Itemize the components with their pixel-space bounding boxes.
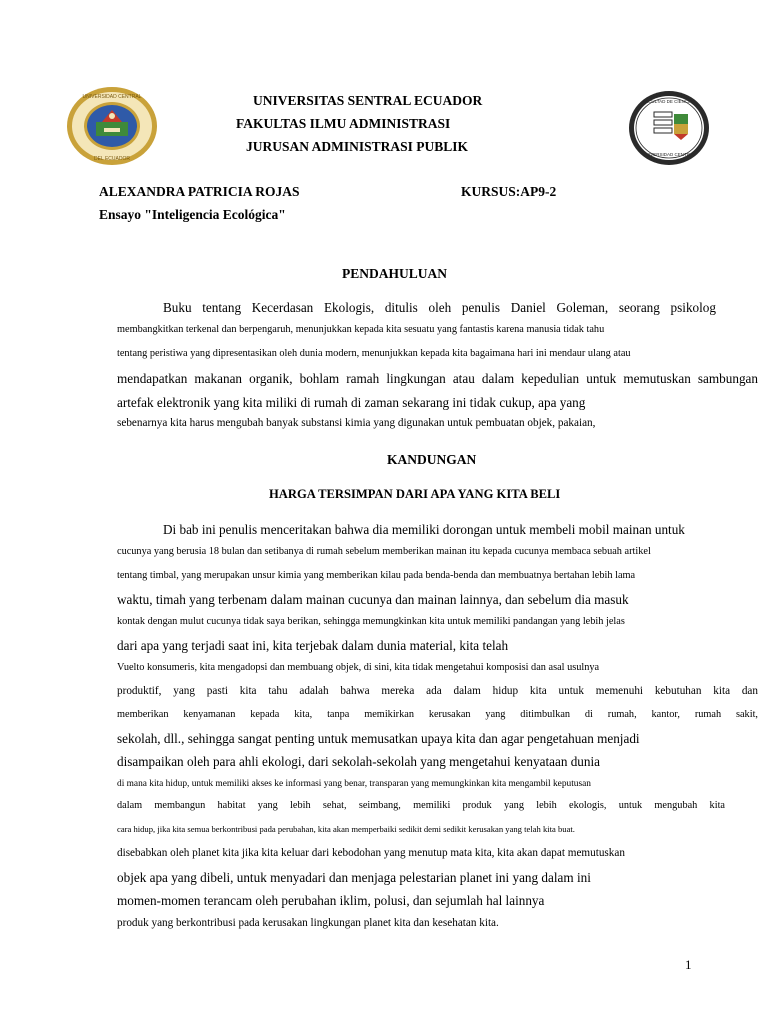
intro-line: tentang peristiwa yang dipresentasikan oleh dunia modern, menunjukkan kepada kita bagaimana hari ini mendaur ulang atau xyxy=(117,348,631,359)
content-line: di mana kita hidup, untuk memiliki akses ke informasi yang benar, transparan yang memungkinkan kita mengambil keputusan xyxy=(117,779,591,789)
content-line: kontak dengan mulut cucunya tidak saya berikan, sehingga memungkinkan kita untuk memiliki pandangan yang lebih jelas xyxy=(117,616,625,627)
content-line: Di bab ini penulis menceritakan bahwa dia memiliki dorongan untuk membeli mobil mainan untuk xyxy=(163,522,685,537)
intro-line: artefak elektronik yang kita miliki di rumah di zaman sekarang ini tidak cukup, apa yang xyxy=(117,395,586,410)
content-line: disebabkan oleh planet kita jika kita keluar dari kebodohan yang menutup mata kita, kita akan dapat memutuskan xyxy=(117,847,625,859)
content-line: tentang timbal, yang merupakan unsur kimia yang memberikan kilau pada benda-benda dan membuatnya bertahan lebih lama xyxy=(117,570,636,581)
content-line: cucunya yang berusia 18 bulan dan setibanya di rumah sebelum memberikan mainan itu kepada cucunya membaca sebuah artikel xyxy=(117,546,651,557)
university-name: UNIVERSITAS SENTRAL ECUADOR xyxy=(253,93,483,108)
content-line: disampaikan oleh para ahli ekologi, dari sekolah-sekolah yang mengetahui kenyataan dunia xyxy=(117,754,601,769)
content-line: produk yang berkontribusi pada kerusakan lingkungan planet kita dan kesehatan kita. xyxy=(117,917,499,929)
page-number: 1 xyxy=(685,957,692,972)
svg-text:UNIVERSIDAD CENTRAL: UNIVERSIDAD CENTRAL xyxy=(82,94,142,100)
intro-line: sebenarnya kita harus mengubah banyak substansi kimia yang digunakan untuk pembuatan objek, pakaian, xyxy=(117,417,596,429)
intro-line: mendapatkan makanan organik, bohlam ramah lingkungan atau dalam kepedulian untuk memutuskan sambungan xyxy=(117,371,758,386)
author-name: ALEXANDRA PATRICIA ROJAS xyxy=(99,184,300,199)
content-subheading: HARGA TERSIMPAN DARI APA YANG KITA BELI xyxy=(269,487,561,501)
content-line: dalam membangun habitat yang lebih sehat, seimbang, memiliki produk yang lebih ekologis, untuk mengubah kita xyxy=(117,800,725,811)
intro-line: membangkitkan terkenal dan berpengaruh, menunjukkan kepada kita sesuatu yang fantastis karena manusia tidak tahu xyxy=(117,324,605,335)
content-line: dari apa yang terjadi saat ini, kita terjebak dalam dunia material, kita telah xyxy=(117,638,509,653)
svg-text:DEL ECUADOR: DEL ECUADOR xyxy=(94,156,130,162)
intro-heading: PENDAHULUAN xyxy=(342,266,448,281)
content-line: Vuelto konsumeris, kita mengadopsi dan membuang objek, di sini, kita tidak mengetahui komposisi dan asal usulnya xyxy=(117,662,600,673)
content-line: cara hidup, jika kita semua berkontribusi pada perubahan, kita akan memperbaiki sedikit demi sedikit kerusakan yang telah kita buat. xyxy=(117,824,575,834)
content-line: sekolah, dll., sehingga sangat penting untuk memusatkan upaya kita dan agar pengetahuan menjadi xyxy=(117,731,640,746)
content-line: momen-momen terancam oleh perubahan iklim, polusi, dan sejumlah hal lainnya xyxy=(117,893,545,908)
content-line: objek apa yang dibeli, untuk menyadari dan menjaga pelestarian planet ini yang dalam ini xyxy=(117,870,591,885)
department-name: JURUSAN ADMINISTRASI PUBLIK xyxy=(246,139,469,154)
content-line: waktu, timah yang terbenam dalam mainan cucunya dan mainan lainnya, dan sebelum dia masuk xyxy=(117,592,629,607)
content-line: produktif, yang pasti kita tahu adalah bahwa mereka ada dalam hidup kita untuk memenuhi kebutuhan kita dan xyxy=(117,685,758,697)
svg-text:UNIVERSIDAD CENTRAL: UNIVERSIDAD CENTRAL xyxy=(642,152,696,157)
course-code: KURSUS:AP9-2 xyxy=(461,184,557,199)
university-seal-logo xyxy=(66,86,158,166)
faculty-name: FAKULTAS ILMU ADMINISTRASI xyxy=(236,116,451,131)
essay-title: Ensayo "Inteligencia Ecológica" xyxy=(99,207,286,222)
content-heading: KANDUNGAN xyxy=(387,452,477,467)
faculty-seal-logo xyxy=(628,90,710,166)
svg-text:FACULTAD DE CIENCIAS: FACULTAD DE CIENCIAS xyxy=(642,99,696,104)
intro-line: Buku tentang Kecerdasan Ekologis, ditulis oleh penulis Daniel Goleman, seorang psikolog xyxy=(163,300,716,315)
content-line: memberikan kenyamanan kepada kita, tanpa memikirkan kerusakan yang ditimbulkan di rumah, kantor, rumah sakit, xyxy=(117,709,758,720)
